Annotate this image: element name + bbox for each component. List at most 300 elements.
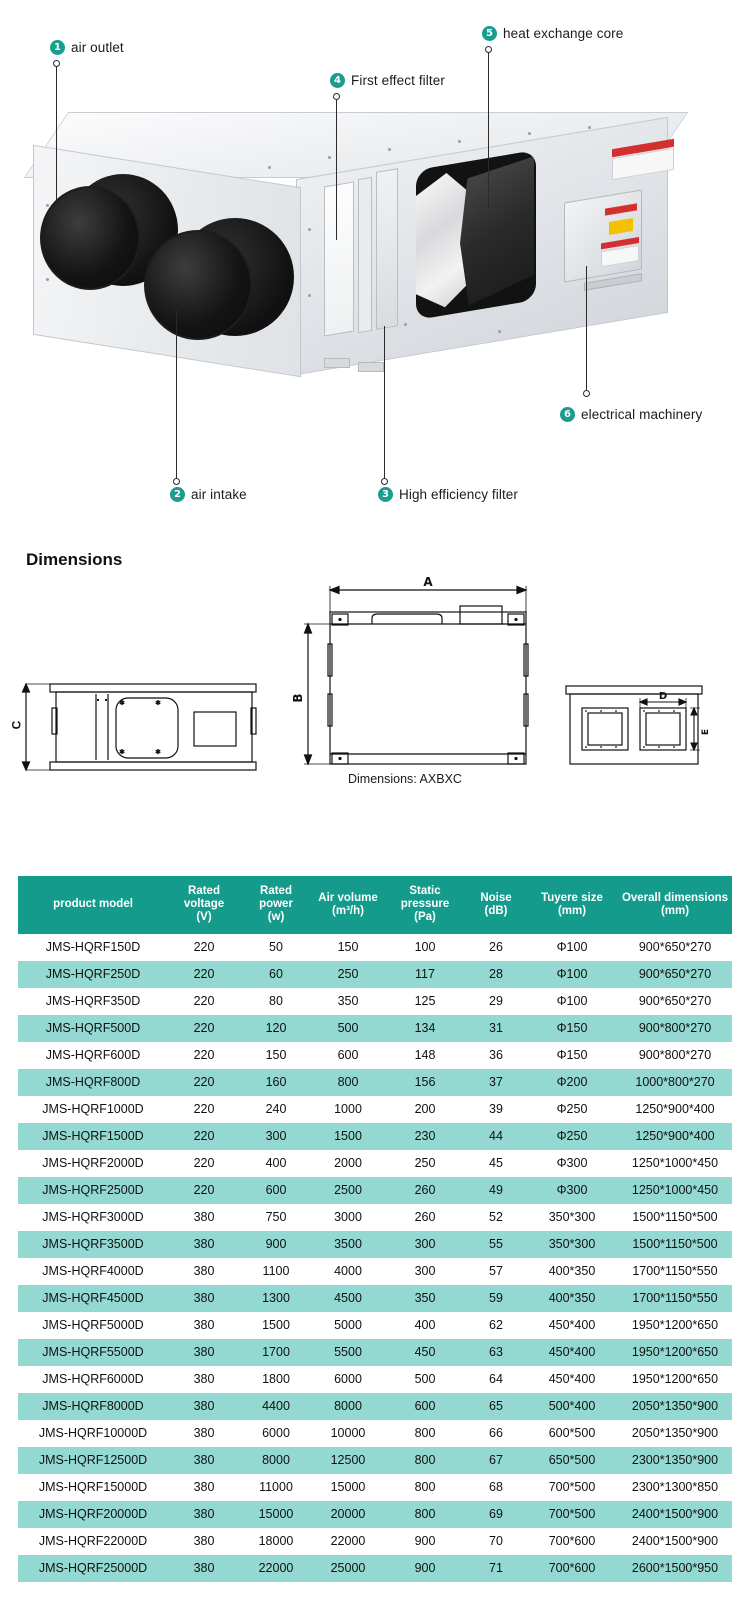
callout-number-badge: 4	[330, 73, 345, 88]
table-cell: 10000	[312, 1420, 384, 1447]
table-cell: 380	[168, 1285, 240, 1312]
cell-product-model: JMS-HQRF600D	[18, 1042, 168, 1069]
leader-line-2	[176, 310, 177, 478]
leader-dot-1	[53, 60, 60, 67]
table-row	[18, 934, 732, 961]
callout-number-badge: 1	[50, 40, 65, 55]
mounting-foot-right	[358, 362, 384, 372]
callout-heat-exchange-core	[482, 26, 623, 41]
cell-product-model: JMS-HQRF4500D	[18, 1285, 168, 1312]
first-effect-filter	[324, 181, 354, 336]
mounting-foot-left	[324, 358, 350, 368]
table-cell: 400*350	[526, 1258, 618, 1285]
table-row	[18, 1204, 732, 1231]
table-cell: Φ150	[526, 1042, 618, 1069]
table-cell: 350	[384, 1285, 466, 1312]
table-cell: 63	[466, 1339, 526, 1366]
table-row	[18, 1312, 732, 1339]
table-cell: 400	[384, 1312, 466, 1339]
table-cell: 600*500	[526, 1420, 618, 1447]
table-row	[18, 961, 732, 988]
screw	[388, 148, 391, 151]
table-cell: 11000	[240, 1474, 312, 1501]
svg-text:*: *	[155, 700, 161, 710]
table-row	[18, 1420, 732, 1447]
column-header-unit: (w)	[267, 911, 285, 924]
leader-dot-6	[583, 390, 590, 397]
callout-label: air outlet	[71, 40, 124, 55]
table-cell: 1100	[240, 1258, 312, 1285]
table-cell: 380	[168, 1393, 240, 1420]
screw	[528, 132, 531, 135]
callout-label: air intake	[191, 487, 247, 502]
table-cell: Φ100	[526, 961, 618, 988]
table-cell: 50	[240, 934, 312, 961]
table-cell: 150	[240, 1042, 312, 1069]
table-cell: 250	[384, 1150, 466, 1177]
column-header-5: Noise (dB)	[466, 876, 526, 934]
table-cell: 31	[466, 1015, 526, 1042]
table-row	[18, 1555, 732, 1582]
table-cell: 22000	[240, 1555, 312, 1582]
table-row	[18, 1285, 732, 1312]
electrical-machinery-box	[564, 189, 642, 282]
table-cell: 4500	[312, 1285, 384, 1312]
column-header-2: Rated power (w)	[240, 876, 312, 934]
column-header-4: Static pressure (Pa)	[384, 876, 466, 934]
column-header-6: Tuyere size (mm)	[526, 876, 618, 934]
table-cell: 650*500	[526, 1447, 618, 1474]
table-cell: 6000	[312, 1366, 384, 1393]
table-cell: 55	[466, 1231, 526, 1258]
table-cell: 700*600	[526, 1555, 618, 1582]
table-cell: 900*650*270	[618, 988, 732, 1015]
table-row	[18, 1501, 732, 1528]
table-cell: 160	[240, 1069, 312, 1096]
table-cell: 220	[168, 1123, 240, 1150]
table-cell: 800	[384, 1501, 466, 1528]
table-cell: 65	[466, 1393, 526, 1420]
table-cell: 1700*1150*550	[618, 1285, 732, 1312]
table-cell: 1250*900*400	[618, 1096, 732, 1123]
callout-label: High efficiency filter	[399, 487, 518, 502]
table-cell: 29	[466, 988, 526, 1015]
table-cell: 66	[466, 1420, 526, 1447]
table-cell: 134	[384, 1015, 466, 1042]
callout-first-effect-filter	[330, 73, 445, 88]
table-cell: 250	[312, 961, 384, 988]
cell-product-model: JMS-HQRF10000D	[18, 1420, 168, 1447]
table-cell: 800	[384, 1474, 466, 1501]
table-cell: 900	[384, 1555, 466, 1582]
table-cell: 220	[168, 934, 240, 961]
table-row	[18, 1393, 732, 1420]
table-cell: 2050*1350*900	[618, 1393, 732, 1420]
table-cell: 1500	[312, 1123, 384, 1150]
table-cell: 70	[466, 1528, 526, 1555]
leader-dot-5	[485, 46, 492, 53]
cell-product-model: JMS-HQRF1500D	[18, 1123, 168, 1150]
warning-label-red	[605, 203, 637, 215]
table-cell: Φ150	[526, 1015, 618, 1042]
cell-product-model: JMS-HQRF1000D	[18, 1096, 168, 1123]
table-row	[18, 1447, 732, 1474]
column-header-unit: (mm)	[557, 904, 587, 917]
table-cell: 60	[240, 961, 312, 988]
table-cell: 500	[384, 1366, 466, 1393]
table-cell: 380	[168, 1474, 240, 1501]
table-cell: 156	[384, 1069, 466, 1096]
cell-product-model: JMS-HQRF800D	[18, 1069, 168, 1096]
table-cell: 71	[466, 1555, 526, 1582]
column-header-unit: (dB)	[484, 904, 508, 917]
table-row	[18, 1366, 732, 1393]
table-cell: 1000*800*270	[618, 1069, 732, 1096]
table-cell: 25000	[312, 1555, 384, 1582]
table-row	[18, 1150, 732, 1177]
table-cell: 150	[312, 934, 384, 961]
table-cell: 750	[240, 1204, 312, 1231]
table-cell: 600	[312, 1042, 384, 1069]
table-row	[18, 1177, 732, 1204]
table-cell: 6000	[240, 1420, 312, 1447]
table-cell: 800	[384, 1420, 466, 1447]
table-cell: 220	[168, 1069, 240, 1096]
cell-product-model: JMS-HQRF250D	[18, 961, 168, 988]
specification-table	[18, 876, 732, 1582]
table-cell: 37	[466, 1069, 526, 1096]
filter-frame	[358, 177, 372, 333]
callout-air-outlet	[50, 40, 124, 55]
table-cell: 4000	[312, 1258, 384, 1285]
table-cell: Φ100	[526, 988, 618, 1015]
table-cell: 220	[168, 1150, 240, 1177]
cell-product-model: JMS-HQRF20000D	[18, 1501, 168, 1528]
table-cell: Φ200	[526, 1069, 618, 1096]
screw	[404, 323, 407, 326]
table-cell: 700*500	[526, 1501, 618, 1528]
cell-product-model: JMS-HQRF12500D	[18, 1447, 168, 1474]
cell-product-model: JMS-HQRF25000D	[18, 1555, 168, 1582]
table-cell: 12500	[312, 1447, 384, 1474]
table-cell: 2600*1500*950	[618, 1555, 732, 1582]
table-body	[18, 934, 732, 1582]
table-cell: 57	[466, 1258, 526, 1285]
screw	[328, 156, 331, 159]
leader-line-3	[384, 326, 385, 478]
table-cell: 350	[312, 988, 384, 1015]
table-cell: 220	[168, 1096, 240, 1123]
table-cell: 300	[240, 1123, 312, 1150]
table-cell: 1950*1200*650	[618, 1312, 732, 1339]
table-cell: 380	[168, 1231, 240, 1258]
table-cell: 1250*1000*450	[618, 1150, 732, 1177]
dimensions-caption: Dimensions: AXBXC	[348, 772, 462, 786]
table-cell: 2000	[312, 1150, 384, 1177]
table-cell: 450*400	[526, 1339, 618, 1366]
screw	[46, 204, 49, 207]
table-cell: 350*300	[526, 1204, 618, 1231]
table-cell: 3500	[312, 1231, 384, 1258]
table-cell: 900*800*270	[618, 1015, 732, 1042]
table-cell: 100	[384, 934, 466, 961]
table-cell: Φ300	[526, 1150, 618, 1177]
table-cell: 500	[312, 1015, 384, 1042]
svg-text:B: B	[291, 693, 305, 703]
product-photo	[28, 108, 718, 408]
table-cell: 900*650*270	[618, 961, 732, 988]
table-cell: 380	[168, 1447, 240, 1474]
table-cell: 15000	[240, 1501, 312, 1528]
table-cell: 2500	[312, 1177, 384, 1204]
table-cell: 59	[466, 1285, 526, 1312]
table-cell: 200	[384, 1096, 466, 1123]
table-row	[18, 1123, 732, 1150]
table-cell: 28	[466, 961, 526, 988]
table-cell: 1250*900*400	[618, 1123, 732, 1150]
heat-exchange-core	[416, 150, 536, 320]
table-row	[18, 1474, 732, 1501]
cell-product-model: JMS-HQRF22000D	[18, 1528, 168, 1555]
table-header	[18, 876, 732, 934]
table-cell: 380	[168, 1312, 240, 1339]
column-header-unit: (V)	[196, 911, 212, 924]
table-cell: 80	[240, 988, 312, 1015]
screw	[308, 228, 311, 231]
table-cell: 68	[466, 1474, 526, 1501]
table-cell: 1500*1150*500	[618, 1231, 732, 1258]
table-cell: 62	[466, 1312, 526, 1339]
drawing-end-view	[556, 678, 736, 774]
table-cell: Φ250	[526, 1096, 618, 1123]
cell-product-model: JMS-HQRF350D	[18, 988, 168, 1015]
callout-label: electrical machinery	[581, 407, 703, 422]
cell-product-model: JMS-HQRF150D	[18, 934, 168, 961]
table-cell: 52	[466, 1204, 526, 1231]
table-cell: 1950*1200*650	[618, 1366, 732, 1393]
table-cell: 18000	[240, 1528, 312, 1555]
table-cell: 900*650*270	[618, 934, 732, 961]
cell-product-model: JMS-HQRF3000D	[18, 1204, 168, 1231]
table-cell: 220	[168, 988, 240, 1015]
table-cell: 1500	[240, 1312, 312, 1339]
table-cell: 36	[466, 1042, 526, 1069]
screw	[308, 294, 311, 297]
table-cell: 117	[384, 961, 466, 988]
table-cell: 69	[466, 1501, 526, 1528]
table-cell: 120	[240, 1015, 312, 1042]
table-cell: 1950*1200*650	[618, 1339, 732, 1366]
table-header-row	[18, 876, 732, 934]
table-cell: 45	[466, 1150, 526, 1177]
column-header-0: product model	[18, 876, 168, 934]
table-cell: 450*400	[526, 1366, 618, 1393]
drawing-side-view	[12, 670, 272, 780]
table-cell: 1700	[240, 1339, 312, 1366]
callout-air-intake	[170, 487, 247, 502]
cell-product-model: JMS-HQRF3500D	[18, 1231, 168, 1258]
callout-number-badge: 6	[560, 407, 575, 422]
table-cell: 450*400	[526, 1312, 618, 1339]
cell-product-model: JMS-HQRF8000D	[18, 1393, 168, 1420]
dimensions-section	[0, 540, 750, 860]
table-cell: 3000	[312, 1204, 384, 1231]
table-cell: 600	[384, 1393, 466, 1420]
table-cell: 5000	[312, 1312, 384, 1339]
cell-product-model: JMS-HQRF5500D	[18, 1339, 168, 1366]
table-cell: 1250*1000*450	[618, 1177, 732, 1204]
core-dark-layer	[460, 156, 534, 306]
column-header-unit: (mm)	[660, 904, 690, 917]
table-cell: 700*600	[526, 1528, 618, 1555]
air-intake-duct	[144, 230, 252, 340]
table-cell: 300	[384, 1258, 466, 1285]
table-cell: 900	[384, 1528, 466, 1555]
column-header-7: Overall dimensions (mm)	[618, 876, 732, 934]
table-row	[18, 1015, 732, 1042]
product-diagram-section	[0, 0, 750, 540]
table-cell: 260	[384, 1204, 466, 1231]
specification-table-container	[18, 876, 732, 1582]
table-cell: 450	[384, 1339, 466, 1366]
table-cell: 2300*1350*900	[618, 1447, 732, 1474]
cell-product-model: JMS-HQRF5000D	[18, 1312, 168, 1339]
dimension-letter-c: C	[9, 720, 24, 730]
table-cell: 700*500	[526, 1474, 618, 1501]
table-cell: 1800	[240, 1366, 312, 1393]
table-cell: 380	[168, 1204, 240, 1231]
callout-number-badge: 3	[378, 487, 393, 502]
table-cell: 380	[168, 1528, 240, 1555]
svg-text:*: *	[119, 700, 125, 710]
leader-line-1	[56, 67, 57, 200]
table-cell: 1500*1150*500	[618, 1204, 732, 1231]
table-row	[18, 1258, 732, 1285]
table-cell: 2300*1300*850	[618, 1474, 732, 1501]
table-cell: 8000	[240, 1447, 312, 1474]
callout-label: heat exchange core	[503, 26, 624, 41]
table-cell: 600	[240, 1177, 312, 1204]
table-row	[18, 1231, 732, 1258]
screw	[588, 126, 591, 129]
table-cell: 800	[312, 1069, 384, 1096]
table-cell: 8000	[312, 1393, 384, 1420]
callout-number-badge: 2	[170, 487, 185, 502]
warning-label-yellow	[609, 218, 633, 235]
screw	[268, 166, 271, 169]
table-row	[18, 1069, 732, 1096]
table-row	[18, 1528, 732, 1555]
table-row	[18, 1042, 732, 1069]
table-row	[18, 1096, 732, 1123]
table-cell: 148	[384, 1042, 466, 1069]
table-cell: 380	[168, 1420, 240, 1447]
table-cell: 500*400	[526, 1393, 618, 1420]
leader-line-6	[586, 266, 587, 390]
column-header-1: Rated voltage (V)	[168, 876, 240, 934]
table-cell: 125	[384, 988, 466, 1015]
table-cell: Φ100	[526, 934, 618, 961]
table-cell: 1300	[240, 1285, 312, 1312]
table-cell: 4400	[240, 1393, 312, 1420]
table-cell: 64	[466, 1366, 526, 1393]
screw	[498, 330, 501, 333]
table-row	[18, 988, 732, 1015]
column-header-unit: (Pa)	[414, 911, 436, 924]
callout-electrical-machinery	[560, 407, 702, 422]
table-cell: 15000	[312, 1474, 384, 1501]
drawing-top-view	[284, 572, 540, 772]
table-cell: 400	[240, 1150, 312, 1177]
callout-label: First effect filter	[351, 73, 445, 88]
screw	[46, 278, 49, 281]
table-cell: 44	[466, 1123, 526, 1150]
svg-text:D: D	[658, 691, 668, 702]
cell-product-model: JMS-HQRF2500D	[18, 1177, 168, 1204]
table-cell: 1000	[312, 1096, 384, 1123]
table-cell: 230	[384, 1123, 466, 1150]
high-efficiency-filter	[376, 168, 398, 330]
table-cell: 380	[168, 1366, 240, 1393]
leader-line-5	[488, 53, 489, 208]
table-cell: 22000	[312, 1528, 384, 1555]
table-cell: 2050*1350*900	[618, 1420, 732, 1447]
cell-product-model: JMS-HQRF4000D	[18, 1258, 168, 1285]
screw	[458, 140, 461, 143]
table-cell: 26	[466, 934, 526, 961]
callout-number-badge: 5	[482, 26, 497, 41]
leader-dot-2	[173, 478, 180, 485]
callout-high-efficiency-filter	[378, 487, 518, 502]
table-cell: 220	[168, 1042, 240, 1069]
table-cell: 380	[168, 1501, 240, 1528]
table-cell: 260	[384, 1177, 466, 1204]
column-header-unit: (m³/h)	[332, 904, 364, 917]
table-cell: 380	[168, 1258, 240, 1285]
svg-text:·: ·	[96, 696, 100, 706]
table-cell: Φ300	[526, 1177, 618, 1204]
table-cell: 67	[466, 1447, 526, 1474]
table-cell: 900*800*270	[618, 1042, 732, 1069]
svg-text:*: *	[155, 749, 161, 759]
table-cell: 380	[168, 1339, 240, 1366]
air-outlet-duct	[40, 186, 140, 290]
table-cell: 2400*1500*900	[618, 1501, 732, 1528]
table-cell: 220	[168, 1177, 240, 1204]
leader-dot-3	[381, 478, 388, 485]
leader-dot-4	[333, 93, 340, 100]
table-cell: 49	[466, 1177, 526, 1204]
table-cell: 900	[240, 1231, 312, 1258]
table-cell: 1700*1150*550	[618, 1258, 732, 1285]
cell-product-model: JMS-HQRF15000D	[18, 1474, 168, 1501]
svg-text:·: ·	[104, 696, 108, 706]
table-cell: 220	[168, 961, 240, 988]
svg-text:A: A	[423, 575, 433, 589]
table-cell: 240	[240, 1096, 312, 1123]
table-cell: 800	[384, 1447, 466, 1474]
table-cell: 400*350	[526, 1285, 618, 1312]
table-cell: 20000	[312, 1501, 384, 1528]
table-cell: 350*300	[526, 1231, 618, 1258]
table-row	[18, 1339, 732, 1366]
table-cell: 380	[168, 1555, 240, 1582]
table-cell: 300	[384, 1231, 466, 1258]
svg-text:*: *	[119, 749, 125, 759]
cell-product-model: JMS-HQRF2000D	[18, 1150, 168, 1177]
dimensions-heading: Dimensions	[26, 550, 123, 569]
column-header-3: Air volume (m³/h)	[312, 876, 384, 934]
